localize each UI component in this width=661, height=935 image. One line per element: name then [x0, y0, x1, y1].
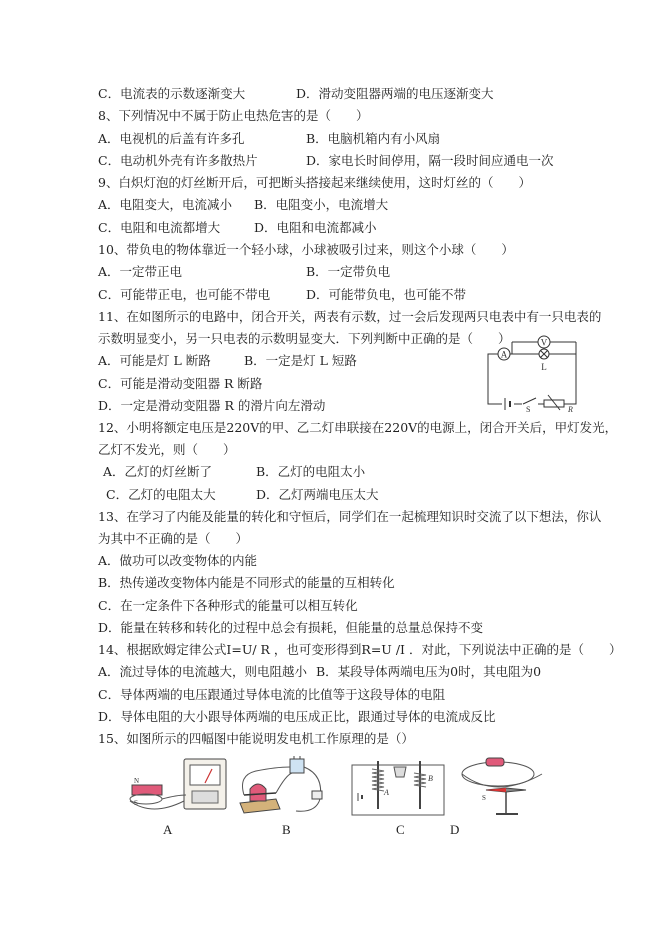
q15-stem: 15、如图所示的四幅图中能说明发电机工作原理的是（） — [98, 731, 414, 746]
q7-option-d: D．滑动变阻器两端的电压逐渐变大 — [296, 86, 494, 101]
q7-option-c: C．电流表的示数逐渐变大 — [98, 86, 246, 101]
q11-stem-line2: 示数明显变小，另一只电表的示数明显变大．下列判断中正确的是（ ） — [98, 331, 511, 346]
q12-stem-line1: 12、小明将额定电压是220V的甲、乙二灯串联接在220V的电源上，闭合开关后，甲灯发光， — [98, 420, 618, 435]
q8-option-c: C．电动机外壳有许多散热片 — [98, 153, 258, 168]
ammeter-icon — [498, 348, 510, 360]
switch-icon — [522, 398, 538, 412]
q9-option-b: B．电阻变小，电流增大 — [254, 197, 389, 212]
q13-option-a: A．做功可以改变物体的内能 — [98, 553, 258, 568]
q11-option-d: D．一定是滑动变阻器 R 的滑片向左滑动 — [98, 398, 326, 413]
q13-stem-line1: 13、在学习了内能及能量的转化和守恒后，同学们在一起梳理知识时交流了以下想法，你认 — [98, 509, 602, 524]
q15-label-d: D — [450, 822, 460, 837]
svg-text:N: N — [134, 777, 140, 785]
q9-option-c: C．电阻和电流都增大 — [98, 220, 221, 235]
battery-icon — [502, 398, 514, 410]
q12-option-b: B．乙灯的电阻太小 — [256, 464, 366, 479]
q9-option-a: A．电阻变大，电流减小 — [98, 197, 233, 212]
q13-option-d: D．能量在转移和转化的过程中总会有损耗，但能量的总量总保持不变 — [98, 620, 484, 635]
svg-text:V: V — [540, 337, 548, 348]
svg-text:A: A — [500, 349, 508, 360]
q15-label-b: B — [282, 822, 291, 837]
q9-stem: 9、白炽灯泡的灯丝断开后，可把断头搭接起来继续使用，这时灯丝的（ ） — [98, 175, 531, 190]
q12-option-a: A．乙灯的灯丝断了 — [103, 464, 213, 479]
q12-option-d: D．乙灯两端电压太大 — [256, 487, 379, 502]
q8-option-a: A．电视机的后盖有许多孔 — [98, 131, 245, 146]
q10-option-b: B．一定带负电 — [306, 264, 391, 279]
q12-stem-line2: 乙灯不发光，则（ ） — [98, 442, 236, 457]
svg-text:L: L — [541, 362, 547, 372]
q14-option-b: B．某段导体两端电压为0时，其电阻为0 — [316, 664, 542, 679]
q10-option-a: A．一定带正电 — [98, 264, 183, 279]
q10-option-c: C．可能带正电，也可能不带电 — [98, 287, 271, 302]
q8-option-d: D．家电长时间停用，隔一段时间应通电一次 — [306, 153, 554, 168]
svg-text:R: R — [568, 405, 573, 412]
q11-option-a: A．可能是灯 L 断路 — [98, 353, 211, 368]
q14-stem: 14、根据欧姆定律公式I=U/ R ，也可变形得到R=U /I ．对此，下列说法中正确的是（ ） — [98, 642, 622, 657]
q8-option-b: B．电脑机箱内有小风扇 — [306, 131, 441, 146]
q11-circuit-diagram — [482, 334, 582, 412]
svg-text:S: S — [134, 799, 138, 807]
q15-figure-a — [122, 755, 232, 817]
svg-text:B: B — [428, 774, 433, 783]
q11-option-c: C．可能是滑动变阻器 R 断路 — [98, 376, 263, 391]
q8-stem: 8、下列情况中不属于防止电热危害的是（ ） — [98, 108, 369, 123]
q13-stem-line2: 为其中不正确的是（ ） — [98, 531, 249, 546]
q12-option-c: C．乙灯的电阻太大 — [106, 487, 216, 502]
svg-text:A: A — [384, 788, 389, 797]
q11-stem-line1: 11、在如图所示的电路中，闭合开关，两表有示数，过一会后发现两只电表中有一只电表的 — [98, 309, 602, 324]
q10-option-d: D．可能带负电，也可能不带 — [306, 287, 467, 302]
q14-option-c: C．导体两端的电压跟通过导体电流的比值等于这段导体的电阻 — [98, 687, 446, 702]
q10-stem: 10、带负电的物体靠近一个轻小球，小球被吸引过来，则这个小球（ ） — [98, 242, 514, 257]
q13-option-c: C．在一定条件下各种形式的能量可以相互转化 — [98, 598, 358, 613]
voltmeter-icon — [538, 336, 550, 348]
q11-option-b: B．一定是灯 L 短路 — [244, 353, 357, 368]
svg-text:S: S — [482, 794, 486, 802]
q14-option-a: A．流过导体的电流越大，则电阻越小 — [98, 664, 308, 679]
q15-figure-b — [236, 755, 334, 817]
q13-option-b: B．热传递改变物体内能是不同形式的能量的互相转化 — [98, 575, 395, 590]
lamp-icon — [539, 349, 549, 372]
q15-label-a: A — [163, 822, 173, 837]
q9-option-d: D．电阻和电流都减小 — [254, 220, 377, 235]
q15-figure-d — [456, 752, 554, 818]
svg-text:S: S — [526, 405, 531, 412]
q14-option-d: D．导体电阻的大小跟导体两端的电压成正比，跟通过导体的电流成反比 — [98, 709, 496, 724]
q15-figure-c — [348, 755, 448, 817]
q15-label-c: C — [396, 822, 405, 837]
